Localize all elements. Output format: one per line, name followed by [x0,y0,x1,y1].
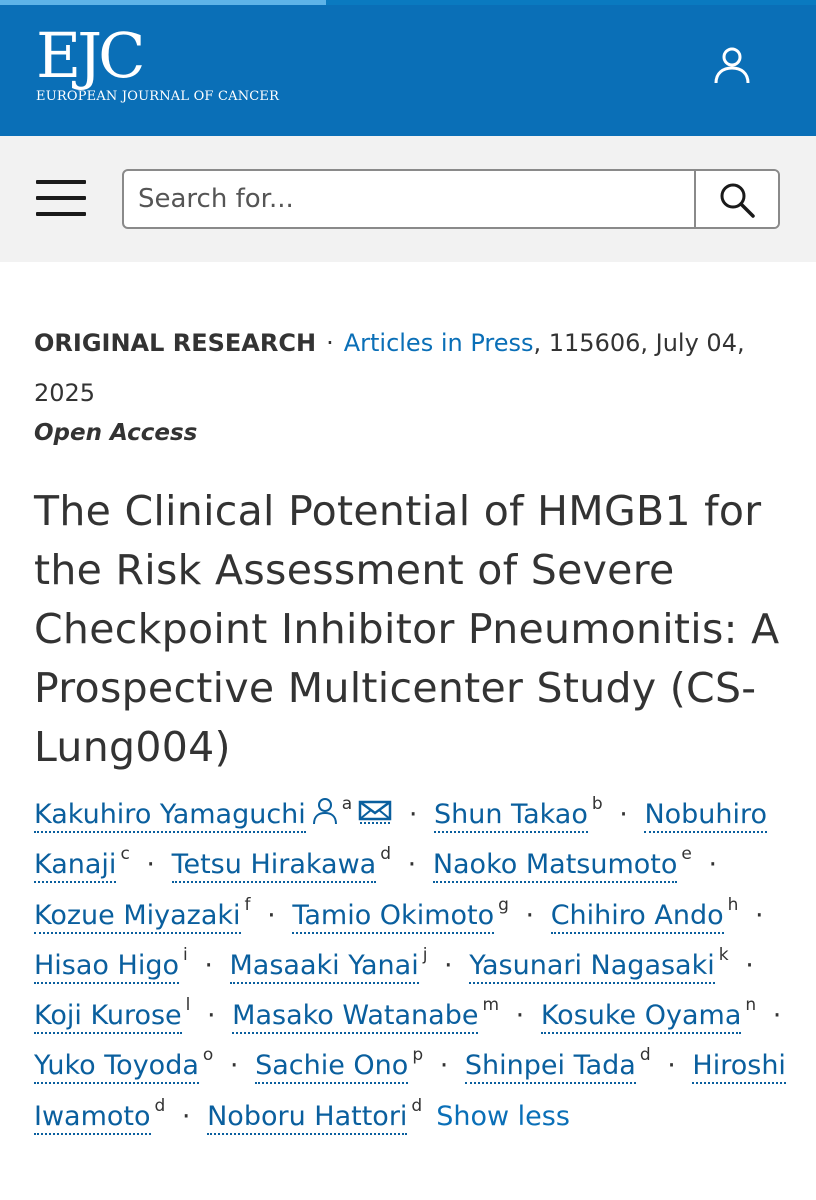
author-name-link[interactable]: Koji Kurose [34,1000,182,1034]
hamburger-menu-icon [36,180,86,184]
author-separator: · [439,1050,449,1082]
meta-separator: · [326,329,334,357]
author-item [469,944,729,981]
author-item [434,794,603,830]
author-item [292,894,509,931]
affiliation-marker[interactable]: p [412,1045,424,1066]
author-item [464,1045,651,1082]
author-separator: · [619,799,628,830]
affiliation-marker[interactable]: g [498,894,509,915]
author-separator: · [204,949,213,981]
author-list [34,790,804,1142]
author-separator: · [708,849,718,881]
corresponding-author-icon [312,797,338,825]
search-input[interactable] [124,171,694,227]
hamburger-menu-button[interactable] [36,180,88,216]
author-name-link[interactable]: Tetsu Hirakawa [172,849,377,883]
affiliation-marker[interactable]: n [745,995,757,1016]
author-name-link[interactable]: Shun Takao [434,799,588,833]
author-separator: · [667,1050,676,1082]
author-separator: · [745,949,754,981]
search-button[interactable] [694,171,780,227]
issue-link[interactable]: Articles in Press [343,329,534,357]
show-less-button[interactable]: Show less [436,1100,570,1132]
author-separator: · [525,899,535,931]
author-name-link[interactable]: Chihiro Ando [551,900,724,934]
author-item [34,944,188,981]
author-item [232,995,500,1032]
article-details: , 115606, July 04, 2025 [34,329,745,407]
author-item [207,1095,423,1132]
affiliation-marker[interactable]: c [120,844,130,865]
author-name-link[interactable]: Hiroshi Iwamoto [34,1050,786,1134]
affiliation-marker[interactable]: d [639,1045,651,1066]
open-access-label: Open Access [34,420,198,446]
journal-logo-mark: EJC [36,19,142,92]
author-separator: · [146,849,155,881]
author-item [540,995,757,1032]
author-separator: · [444,949,453,981]
author-name-link[interactable]: Kosuke Oyama [541,1000,742,1034]
affiliation-marker[interactable]: e [681,844,692,865]
affiliation-marker[interactable]: m [482,995,500,1016]
affiliation-marker[interactable]: o [202,1045,214,1066]
hamburger-menu-icon [36,212,86,216]
affiliation-marker[interactable]: d [380,844,392,865]
journal-logo-subtitle: EUROPEAN JOURNAL OF CANCER [36,89,280,104]
author-name-link[interactable]: Masaaki Yanai [230,950,419,984]
author-separator: · [181,1100,191,1132]
author-item [229,944,428,981]
affiliation-marker[interactable]: a [341,794,353,814]
author-name-link[interactable]: Sachie Ono [255,1050,408,1084]
author-separator: · [408,799,418,830]
author-separator: · [407,849,417,881]
author-name-link[interactable]: Naoko Matsumoto [433,849,678,883]
author-item [255,1045,424,1082]
article-type: ORIGINAL RESEARCH [34,329,317,357]
author-separator: · [772,1000,782,1032]
user-icon [712,45,752,85]
author-separator: · [229,1050,239,1082]
affiliation-marker[interactable]: i [182,944,188,965]
affiliation-marker[interactable]: d [411,1095,423,1116]
affiliation-marker[interactable]: d [154,1095,166,1116]
journal-logo[interactable] [36,19,280,104]
affiliation-marker[interactable]: l [185,995,191,1016]
author-item [432,844,692,881]
affiliation-marker[interactable]: j [422,944,428,965]
article-title: The Clinical Potential of HMGB1 for the Risk Assessment of Severe Checkpoint Inhibitor Pneumonitis: A Prospective Multicenter Study (CS-Lung004) [34,487,780,771]
author-item [171,844,392,881]
author-name-link[interactable]: Hisao Higo [34,950,179,984]
author-name-link[interactable]: Shinpei Tada [465,1050,636,1084]
author-name-link[interactable]: Tamio Okimoto [292,900,494,934]
author-separator: · [206,1000,216,1032]
author-item [34,894,251,931]
author-name-link[interactable]: Nobuhiro Kanaji [34,799,767,883]
author-name-link[interactable]: Kozue Miyazaki [34,900,241,934]
affiliation-marker[interactable]: f [244,894,251,915]
search-toolbar [0,136,816,262]
user-account-button[interactable] [712,45,752,85]
author-item [34,1045,214,1082]
author-name-link[interactable]: Masako Watanabe [232,1000,478,1034]
search-box [122,169,780,229]
author-item [550,894,739,931]
author-separator: · [755,899,764,931]
email-icon[interactable] [358,799,392,825]
author-item [34,995,191,1032]
author-separator: · [267,899,276,931]
affiliation-marker[interactable]: k [718,944,729,965]
author-name-link[interactable]: Kakuhiro Yamaguchi [34,799,306,833]
hamburger-menu-icon [36,196,86,200]
search-icon [718,181,756,219]
article-meta [34,318,794,418]
site-header [0,5,816,136]
author-name-link[interactable]: Yasunari Nagasaki [469,950,715,984]
author-item [34,794,392,830]
affiliation-marker[interactable]: b [591,794,603,814]
author-name-link[interactable]: Noboru Hattori [207,1101,407,1135]
author-separator: · [515,1000,525,1032]
author-name-link[interactable]: Yuko Toyoda [34,1050,199,1084]
affiliation-marker[interactable]: h [727,894,739,915]
